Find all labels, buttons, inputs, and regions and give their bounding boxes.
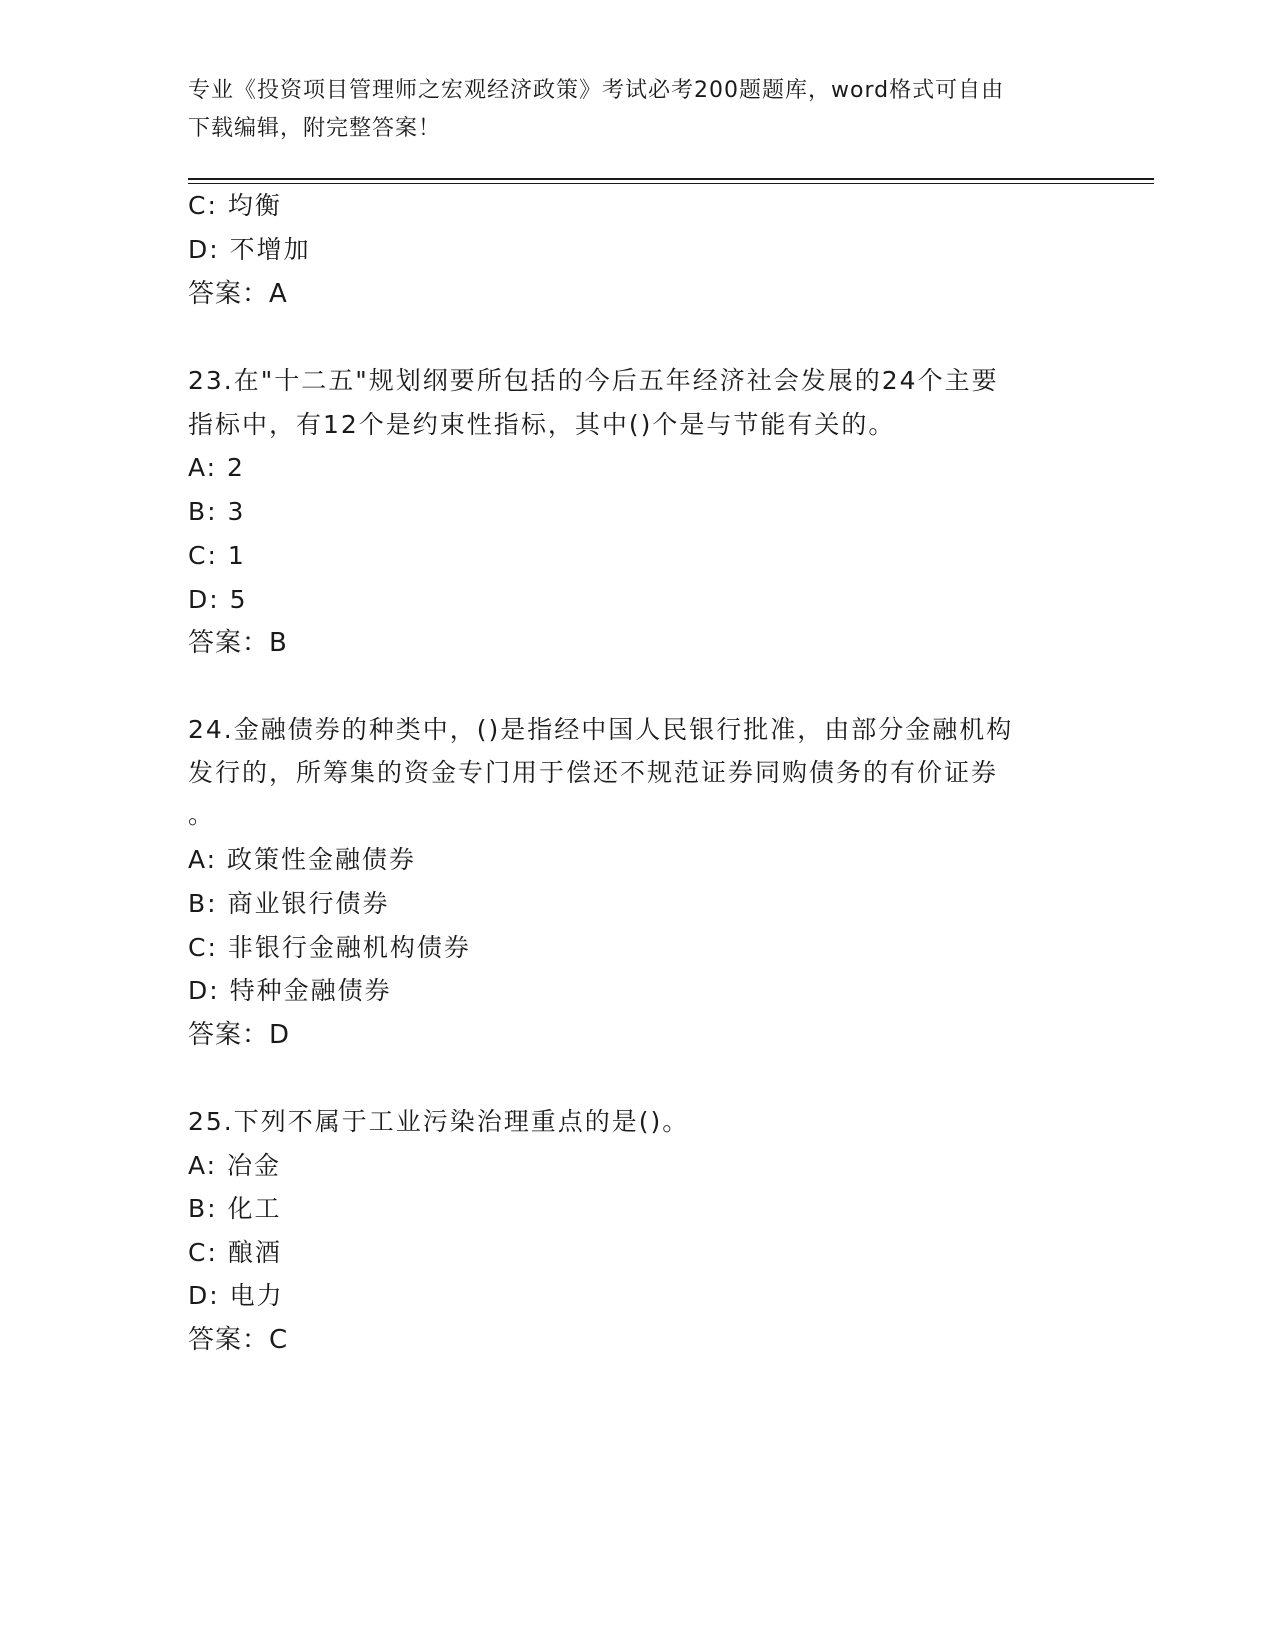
q24-stem-line-1: 24.金融债券的种类中，()是指经中国人民银行批准，由部分金融机构 (188, 715, 1014, 744)
q23-answer: 答案：B (188, 628, 288, 658)
q25-option-b: B: 化工 (188, 1194, 282, 1223)
q25-option-c: C: 酿酒 (188, 1238, 282, 1267)
q25-option-d: D: 电力 (188, 1281, 284, 1310)
q25-stem-line-1: 25.下列不属于工业污染治理重点的是()。 (188, 1107, 690, 1136)
q25-answer: 答案：C (188, 1325, 289, 1355)
q22-option-d: D: 不增加 (188, 235, 311, 264)
q23-stem-line-1: 23.在"十二五"规划纲要所包括的今后五年经济社会发展的24个主要 (188, 366, 999, 395)
q22-option-c: C: 均衡 (188, 191, 282, 220)
q23-option-b: B: 3 (188, 497, 246, 526)
q24-stem-line-2: 发行的，所筹集的资金专门用于偿还不规范证券同购债务的有价证券 (188, 758, 999, 787)
q23-stem-line-2: 指标中，有12个是约束性指标，其中()个是与节能有关的。 (188, 410, 896, 439)
q24-option-b: B: 商业银行债券 (188, 889, 390, 918)
header-divider-thick (188, 178, 1154, 180)
document-header (188, 72, 1088, 148)
header-line-1: 专业《投资项目管理师之宏观经济政策》考试必考200题题库，word格式可自由 (188, 78, 1005, 103)
header-line-2: 下载编辑，附完整答案！ (188, 116, 442, 141)
header-divider-thin (188, 183, 1154, 184)
q24-answer: 答案：D (188, 1020, 291, 1050)
q22-answer: 答案：A (188, 279, 288, 309)
q24-stem-line-3: 。 (188, 800, 216, 829)
q24-option-c: C: 非银行金融机构债券 (188, 933, 471, 962)
q23-option-c: C: 1 (188, 541, 246, 570)
q24-option-a: A: 政策性金融债券 (188, 845, 417, 874)
q25-option-a: A: 冶金 (188, 1151, 282, 1180)
q24-option-d: D: 特种金融债券 (188, 976, 392, 1005)
q23-option-a: A: 2 (188, 453, 245, 482)
q23-option-d: D: 5 (188, 585, 248, 614)
